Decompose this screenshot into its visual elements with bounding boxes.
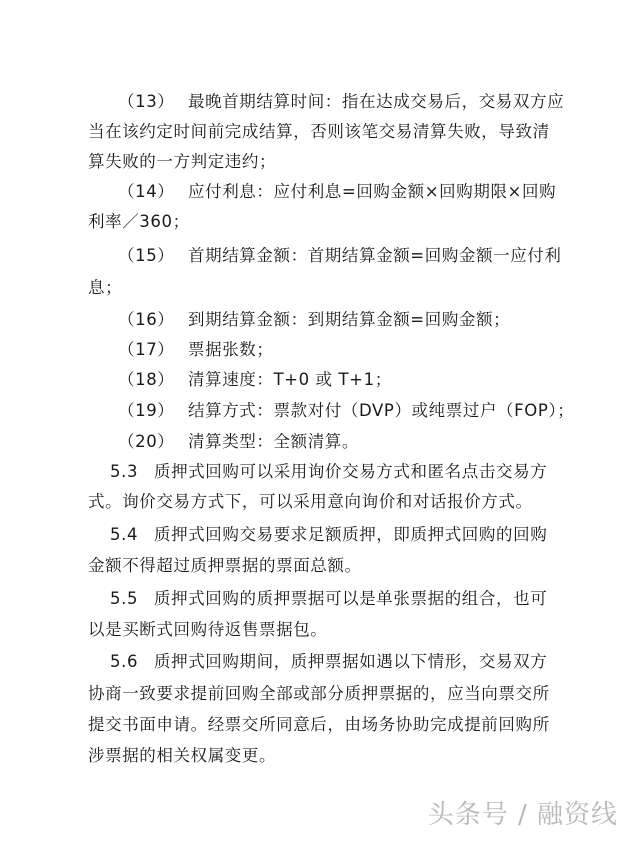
item-text: 到期结算金额：到期结算金额=回购金额； <box>188 310 511 329</box>
item-15-line-1 <box>118 246 562 266</box>
item-text: 首期结算金额：首期结算金额=回购金额一应付利 <box>188 246 562 265</box>
section-5-6-line-4: 涉票据的相关权属变更。 <box>88 746 277 765</box>
item-text: 结算方式：票款对付（DVP）或纯票过户（FOP）； <box>188 401 575 420</box>
section-number: 5.3 <box>110 462 139 481</box>
section-5-4-line-1 <box>110 525 547 545</box>
watermark: 头条号 / 融资线 <box>427 800 618 830</box>
section-number: 5.4 <box>110 525 139 544</box>
item-label: （17） <box>118 340 175 359</box>
section-5-5-line-2: 以是买断式回购待返售票据包。 <box>88 620 328 639</box>
item-19 <box>118 401 574 421</box>
item-13-line-3: 算失败的一方判定违约； <box>88 152 277 171</box>
item-label: （15） <box>118 246 175 265</box>
item-text: 票据张数； <box>188 340 274 359</box>
section-text: 质押式回购期间，质押票据如遇以下情形，交易双方 <box>154 652 548 671</box>
item-label: （13） <box>118 92 175 111</box>
section-5-5-line-1 <box>110 589 547 609</box>
item-text: 最晚首期结算时间：指在达成交易后，交易双方应 <box>188 92 565 111</box>
item-13-line-1 <box>118 92 564 112</box>
item-13-line-2: 当在该约定时间前完成结算，否则该笔交易清算失败，导致清 <box>88 122 550 141</box>
item-label: （18） <box>118 370 175 389</box>
section-text: 质押式回购可以采用询价交易方式和匿名点击交易方 <box>154 462 548 481</box>
section-number: 5.6 <box>110 652 139 671</box>
item-14-line-1 <box>118 182 556 202</box>
item-14-line-2: 利率／360； <box>88 212 190 231</box>
section-text: 质押式回购的质押票据可以是单张票据的组合，也可 <box>154 589 548 608</box>
item-16 <box>118 310 510 330</box>
item-label: （14） <box>118 182 175 201</box>
item-text: 清算速度：T+0 或 T+1； <box>188 370 392 389</box>
item-label: （20） <box>118 432 175 451</box>
item-text: 应付利息：应付利息=回购金额×回购期限×回购 <box>188 182 557 201</box>
section-5-6-line-2: 协商一致要求提前回购全部或部分质押票据的，应当向票交所 <box>88 684 550 703</box>
section-5-6-line-3: 提交书面申请。经票交所同意后，由场务协助完成提前回购所 <box>88 715 550 734</box>
item-20 <box>118 432 359 452</box>
item-15-line-2: 息； <box>88 278 123 297</box>
section-5-3-line-1 <box>110 462 547 482</box>
section-text: 质押式回购交易要求足额质押，即质押式回购的回购 <box>154 525 548 544</box>
section-5-3-line-2: 式。询价交易方式下，可以采用意向询价和对话报价方式。 <box>88 492 533 511</box>
section-5-4-line-2: 金额不得超过质押票据的票面总额。 <box>88 556 362 575</box>
item-label: （19） <box>118 401 175 420</box>
section-number: 5.5 <box>110 589 139 608</box>
item-18 <box>118 370 392 390</box>
item-17 <box>118 340 274 360</box>
item-text: 清算类型：全额清算。 <box>188 432 359 451</box>
item-label: （16） <box>118 310 175 329</box>
section-5-6-line-1 <box>110 652 547 672</box>
